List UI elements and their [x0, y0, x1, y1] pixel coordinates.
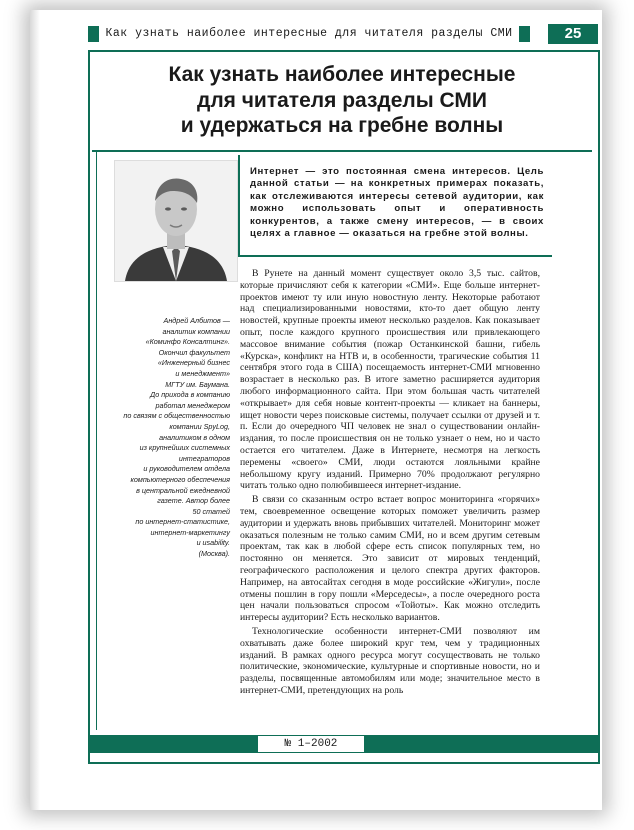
left-rule [96, 150, 97, 730]
caption-line: компьютерного обеспечения [130, 474, 230, 484]
article-title [92, 62, 592, 139]
caption-line: аналитиком в одном [159, 432, 230, 442]
title-line: Как узнать наиболее интересные [168, 63, 516, 86]
caption-line: аналитик компании [162, 326, 230, 336]
article-abstract: Интернет — это постоянная смена интересов. Цель данной статьи — на конкретных примерах показать, как отслеживаются интересы сетевой аудитории, как можно использовать опыт и оперативность конкурентов, а также смену интересов, — в своих целях а главное — оказаться на гребне этой волны. [250, 166, 544, 240]
page-number: 25 [548, 24, 598, 44]
caption-line: «Коминфо Консалтинг». [145, 337, 230, 347]
caption-line: До прихода в компанию [150, 390, 230, 400]
running-header-title: Как узнать наиболее интересные для читателя разделы СМИ [99, 26, 518, 42]
caption-line: интеграторов [178, 453, 230, 463]
title-line: для читателя разделы СМИ [196, 88, 487, 112]
caption-line: из крупнейших системных [139, 443, 230, 453]
caption-line: «Инженерный бизнес [157, 358, 230, 368]
caption-line: МГТУ им. Баумана. [165, 379, 230, 389]
page-binding-edge [30, 10, 40, 810]
body-paragraph: В связи со сказанным остро встает вопрос мониторинга «горячих» тем, своевременное освещение которых поможет увеличить размер аудитории и удержать вновь прибывших читателей. Мониторинг может оказаться полезным не только самим СМИ, но и всем другим сетевым проектам, так как в любой сфере есть список популярных тем, но постоянно он меняется. Это зависит от мировых тенденций, географического расположения и целого спектра других факторов. Например, на автосайтах сегодня в моде российские «Жигули», после отмены пошлин в гору пошли «Мерседесы», а после очередного роста цен начали пользоваться спросом «Тойоты». Как можно отследить интересы аудитории? Есть несколько вариантов. [240, 494, 540, 624]
caption-line: и usability. [196, 538, 230, 548]
caption-line: интернет-маркетингу [150, 527, 230, 537]
article-body [240, 268, 540, 699]
author-caption [100, 316, 230, 560]
caption-line: и руководителем отдела [143, 464, 230, 474]
body-paragraph: Технологические особенности интернет-СМИ позволяют им охватывать даже более широкий круг тем, чем у традиционных изданий. В рамках одного ресурса могут сосуществовать не только политические, экономические, культурные и спортивные новости, но и разделы, посвященные автомобилям или моде; значительное место в интернет-СМИ, претендующих на роль [240, 625, 540, 696]
caption-line: по связям с общественностью [123, 411, 230, 421]
caption-line: компании SpyLog, [169, 421, 230, 431]
caption-line: газете. Автор более [157, 496, 230, 506]
caption-line: работал менеджером [155, 400, 230, 410]
title-line: и удержаться на гребне волны [180, 114, 504, 137]
caption-line: и менеджмент» [175, 368, 230, 378]
issue-number: № 1–2002 [258, 736, 364, 752]
author-portrait-icon [115, 161, 237, 281]
caption-line: в центральной ежедневной [136, 485, 230, 495]
running-header [88, 26, 530, 42]
caption-line: 50 статей [192, 506, 230, 516]
caption-line: Окончил факультет [158, 347, 230, 357]
author-photo [114, 160, 238, 282]
caption-line: Андрей Албитов — [163, 316, 230, 325]
body-paragraph: В Рунете на данный момент существует около 3,5 тыс. сайтов, которые причисляют себя к категории «СМИ». Еще больше интернет-проектов имеют ту или иную новостную ленту. Некоторые работают над специализированными новостями, кто-то дает общую ленту новостей, крупные проекты имеют несколько разделов. Как показывает опыт, после каждого крупного происшествия или привлекающего массовое внимание события (пожар Останкинской башни, гибель «Курска», конфликт на НТВ и, в особенности, трагические события 11 сентября этого года в США) посещаемость интернет-СМИ мгновенно возрастает в несколько раз. В итоге заметно расширяется аудитория любого информационного сайта. При этом большая часть читателей «открывает» для себя новые контент-проекты — кликает на баннеры, ищет новости через поисковые системы, получает ссылки от друзей и т. п. Если до очередного ЧП человек не знал о существовании онлайн-издания, то после происшествия он не только узнает о нем, но и часто остается его читателем. Даже в Интернете, несмотря на легкость перемены «своего» СМИ, люди остаются лояльными крайне небольшому кругу изданий. Примерно 70% продолжают регулярно читать только одно полюбившееся интернет-издание. [240, 268, 540, 492]
caption-line: (Москва). [198, 549, 230, 559]
caption-line: по интернет-статистике, [135, 517, 230, 527]
